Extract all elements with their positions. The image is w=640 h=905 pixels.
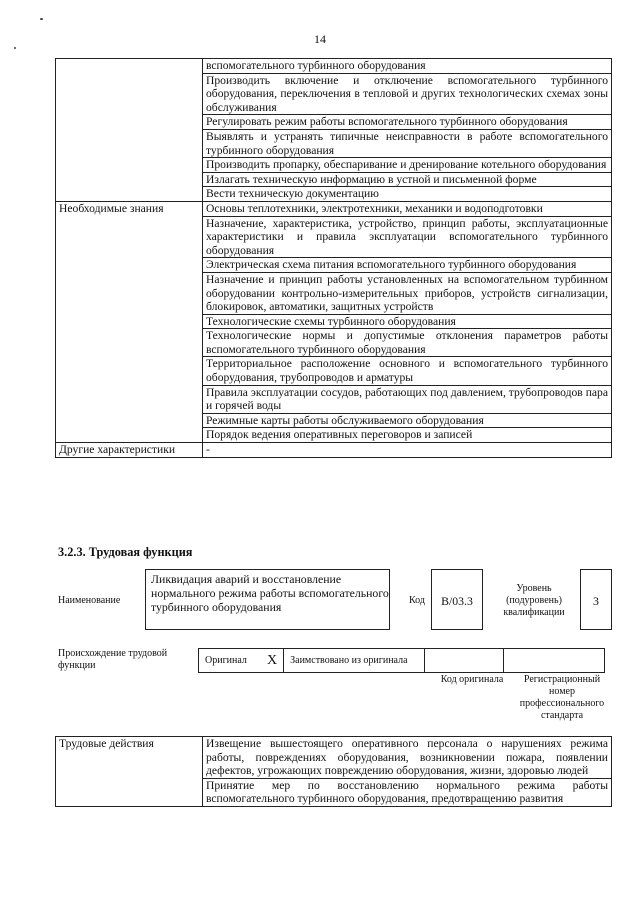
table-cell: Правила эксплуатации сосудов, работающих под давлением, трубопроводов пара и горячей воды	[203, 385, 612, 413]
table-cell: Режимные карты работы обслуживаемого оборудования	[203, 413, 612, 428]
level-label: Уровень (подуровень) квалификации	[503, 583, 565, 618]
scan-speck	[40, 18, 43, 20]
table-cell: Основы теплотехники, электротехники, механики и водоподготовки	[203, 201, 612, 216]
table-cell: Порядок ведения оперативных переговоров и записей	[203, 428, 612, 443]
origin-table	[198, 648, 605, 673]
row-label-knowledge: Необходимые знания	[56, 201, 203, 442]
table-cell: Производить включение и отключение вспомогательного турбинного оборудования, переключения в тепловой и других технологических схемах зоны обслуживания	[203, 73, 612, 115]
table-cell: Территориальное расположение основного и вспомогательного турбинного оборудования, трубопроводов и арматуры	[203, 357, 612, 385]
code-label: Код	[409, 595, 425, 606]
scan-speck	[14, 47, 16, 49]
origin-label: Происхождение трудовой функции	[58, 648, 168, 671]
origin-reg-cell	[504, 649, 605, 673]
page-number: 14	[314, 32, 326, 46]
table-row	[56, 59, 612, 74]
level-value-box: 3	[580, 569, 612, 630]
table-cell: вспомогательного турбинного оборудования	[203, 59, 612, 74]
table-cell: Выявлять и устранять типичные неисправности в работе вспомогательного турбинного оборудования	[203, 129, 612, 157]
name-label: Наименование	[58, 595, 121, 606]
actions-table	[55, 736, 612, 807]
table-cell: Извещение вышестоящего оперативного персонала о нарушениях режима работы, повреждениях оборудования, возникновении пожара, появлении дефектов, угрожающих повреждению оборудования, жизни, здоровью людей	[203, 737, 612, 779]
table-cell: Технологические нормы и допустимые отклонения параметров работы вспомогательного турбинного оборудования	[203, 329, 612, 357]
function-code-box: В/03.3	[431, 569, 483, 630]
row-label-actions: Трудовые действия	[56, 737, 203, 807]
table-cell: Технологические схемы турбинного оборудования	[203, 314, 612, 329]
table-cell: Регулировать режим работы вспомогательного турбинного оборудования	[203, 115, 612, 130]
table-cell: Производить пропарку, обеспаривание и дренирование котельного оборудования	[203, 158, 612, 173]
table-cell: Электрическая схема питания вспомогательного турбинного оборудования	[203, 258, 612, 273]
table-row	[56, 737, 612, 779]
table-cell: Принятие мер по восстановлению нормального режима работы вспомогательного турбинного оборудования, предотвращению развития	[203, 778, 612, 806]
function-name-box: Ликвидация аварий и восстановление нормального режима работы вспомогательного турбинного оборудования	[145, 569, 390, 630]
origin-mark: X	[261, 649, 284, 673]
origin-borrowed-cell: Заимствовано из оригинала	[284, 649, 425, 673]
row-label-skills	[56, 59, 203, 202]
table-row	[56, 443, 612, 458]
origin-code-cell	[425, 649, 504, 673]
reg-number-caption: Регистрационный номер профессионального стандарта	[519, 674, 605, 721]
origin-original-cell: Оригинал	[199, 649, 262, 673]
code-original-caption: Код оригинала	[440, 674, 504, 685]
table-cell: Излагать техническую информацию в устной и письменной форме	[203, 172, 612, 187]
section-heading: 3.2.3. Трудовая функция	[58, 545, 193, 559]
row-label-other: Другие характеристики	[56, 443, 203, 458]
table-cell: Назначение, характеристика, устройство, принцип работы, эксплуатационные характеристики и правила эксплуатации вспомогательного турбинного оборудования	[203, 216, 612, 258]
skills-knowledge-table	[55, 58, 612, 458]
table-cell: Назначение и принцип работы установленных на вспомогательном турбинном оборудовании контрольно-измерительных приборов, устройств сигнализации, блокировок, автоматики, защитных устройств	[203, 272, 612, 314]
table-cell: Вести техническую документацию	[203, 187, 612, 202]
table-cell: -	[203, 443, 612, 458]
table-row	[56, 201, 612, 216]
